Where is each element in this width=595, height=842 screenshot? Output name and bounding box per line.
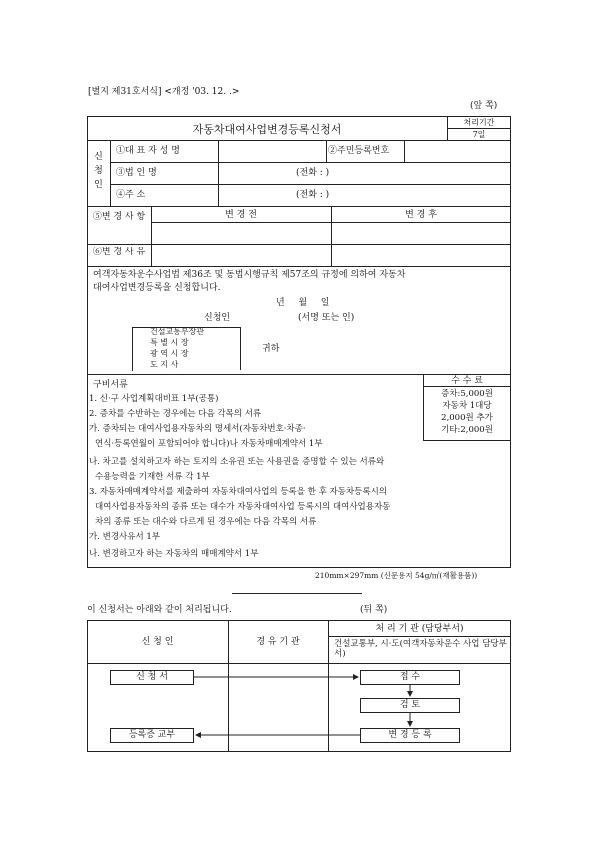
fee-line-1: 증차:5,000원 <box>441 389 493 399</box>
recipient-3: 광 역 시 장 <box>150 349 189 358</box>
before-change-header: 변 경 전 <box>225 210 257 220</box>
handler-detail: 건설교통부, 시·도(여객자동차운수 사업 담당부서) <box>334 639 507 660</box>
processing-period-value: 7일 <box>472 130 486 139</box>
corp-phone[interactable]: (전화 : ) <box>296 168 330 178</box>
paper-size-note: 210mm×297mm (신문용지 54g/㎡(재활용품)) <box>315 571 478 580</box>
flow-review: 검 토 <box>360 698 460 713</box>
statement-applicant: 신청인 <box>204 313 231 323</box>
rep-name-label: ①대 표 자 성 명 <box>116 146 180 156</box>
flow-application: 신 청 서 <box>110 670 194 685</box>
applicant-section-label-3: 인 <box>94 180 103 190</box>
statement-line-2: 대여사업변경등록을 신청합니다. <box>93 283 221 293</box>
change-items-label: ⑤변 경 사 항 <box>92 212 146 222</box>
recipient-4: 도 지 사 <box>150 360 179 369</box>
documents-title: 구비서류 <box>93 380 128 390</box>
document-item: 나. 차고를 설치하고자 하는 토지의 소유권 또는 사용권을 증명할 수 있는 서류와 <box>89 457 385 467</box>
address-label: ④주 소 <box>116 190 146 200</box>
back-note: 이 신청서는 아래와 같이 처리됩니다. <box>87 605 232 615</box>
document-item: 차의 종류 또는 대수와 다르게 된 경우에는 다음 각목의 서류 <box>95 517 317 527</box>
document-item: 가. 변경사유서 1부 <box>89 532 160 542</box>
change-reason-label: ⑥변 경 사 유 <box>92 247 146 257</box>
document-item: 나. 변경하고자 하는 자동차의 매매계약서 1부 <box>89 549 259 559</box>
fee-title: 수 수 료 <box>451 376 483 386</box>
applicant-section-label-2: 청 <box>94 166 103 176</box>
applicant-section-label-1: 신 <box>94 152 103 162</box>
flow-change-registration: 변 경 등 록 <box>360 728 460 743</box>
fee-line-2: 자동차 1대당 <box>442 401 492 411</box>
statement-line-1: 여객자동차운수사업법 제36조 및 동법시행규칙 제57조의 규정에 의하여 자동차 <box>93 270 406 280</box>
flow-receipt: 접 수 <box>360 670 460 685</box>
recipient-2: 특 별 시 장 <box>150 338 189 347</box>
recipient-1: 건설교통부장관 <box>150 327 205 336</box>
col-via-header: 경 유 기 관 <box>256 637 300 647</box>
resident-no-label: ②주민등록번호 <box>328 146 390 156</box>
document-item: 연식·등록연월이 포함되어야 합니다)나 자동차매매계약서 1부 <box>95 439 323 449</box>
address-phone[interactable]: (전화 : ) <box>296 190 330 200</box>
page-side-back: (뒤 쪽) <box>360 605 388 615</box>
form-number: [별지 제31호서식] <개정 '03. 12. .> <box>88 87 240 97</box>
processing-period-label: 처리기간 <box>463 118 495 127</box>
document-item: 가. 증차되는 대여사업용자동차의 명세서(자동차번호·차종· <box>89 424 306 434</box>
after-change-header: 변 경 후 <box>405 210 437 220</box>
fee-line-3: 2,000원 추가 <box>441 413 493 423</box>
fee-line-4: 기타:2,000원 <box>441 425 493 435</box>
document-item: 수용능력을 기재한 서류 각 1부 <box>95 472 210 482</box>
corp-name-label: ③법 인 명 <box>116 168 157 178</box>
flow-certificate-issue: 등록증 교부 <box>110 728 194 743</box>
form-title: 자동차대여사업변경등록신청서 <box>192 123 342 136</box>
document-item: 1. 신·구 사업계획대비표 1부(공통) <box>89 394 219 404</box>
document-item: 대여사업용자동차의 종류 또는 대수가 자동차대여사업 등록시의 대여사업용자동 <box>95 502 391 512</box>
statement-date[interactable]: 년 월 일 <box>276 298 335 308</box>
statement-sign: (서명 또는 인) <box>298 313 355 323</box>
page-side-front: (앞 쪽) <box>470 101 498 111</box>
document-item: 3. 자동차매매계약서를 제출하여 자동차대여사업의 등록을 한 후 자동차등록시의 <box>89 487 387 497</box>
col-handler-header: 처 리 기 관 (담당부서) <box>375 624 464 634</box>
document-item: 2. 증차를 수반하는 경우에는 다음 각목의 서류 <box>89 409 262 419</box>
col-applicant-header: 신 청 인 <box>141 637 174 647</box>
honorific: 귀하 <box>262 344 280 354</box>
